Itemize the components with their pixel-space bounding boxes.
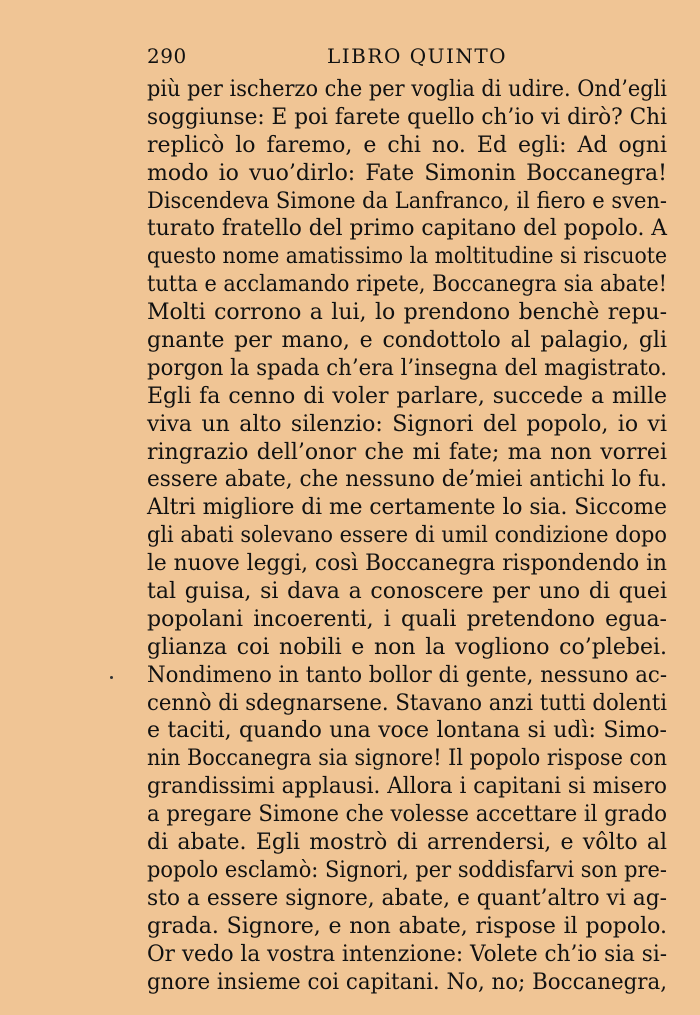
text-line: Discendeva Simone da Lanfranco, il fiero e sven- (147, 188, 668, 214)
text-line: nin Boccanegra sia signore! Il popolo rispose con (147, 746, 667, 772)
page-number: 290 (147, 44, 187, 68)
text-line: Egli fa cenno di voler parlare, succede a mille (147, 383, 667, 409)
text-line: Molti corrono a lui, lo prendono benchè repu- (147, 300, 667, 326)
text-line: a pregare Simone che volesse accettare il grado (147, 802, 667, 828)
text-line: Or vedo la vostra intenzione: Volete ch’io sia si- (147, 941, 668, 967)
text-line: questo nome amatissimo la moltitudine si riscuote (147, 244, 668, 270)
print-speck (110, 676, 113, 679)
text-line: essere abate, che nessuno de’miei antichi lo fu. (147, 467, 667, 493)
text-line: ringrazio dell’onor che mi fate; ma non vorrei (147, 439, 667, 465)
text-line: popolani incoerenti, i quali pretendono egua- (147, 606, 667, 632)
text-line: soggiunse: E poi farete quello ch’io vi dirò? Chi (147, 104, 667, 130)
text-line: gnante per mano, e condottolo al palagio, gli (147, 328, 667, 354)
text-line: Nondimeno in tanto bollor di gente, nessuno ac- (147, 662, 667, 688)
text-line: turato fratello del primo capitano del popolo. A (147, 216, 668, 242)
text-line: le nuove leggi, così Boccanegra rispondendo in (147, 551, 667, 577)
text-line: grandissimi applausi. Allora i capitani si misero (147, 774, 667, 800)
text-line: e taciti, quando una voce lontana si udì: Simo- (147, 718, 667, 744)
text-line: Altri migliore di me certamente lo sia. Siccome (147, 495, 667, 521)
text-line: gli abati solevano essere di umil condizione dopo (147, 523, 667, 549)
text-line: tal guisa, si dava a conoscere per uno di quei (147, 579, 667, 605)
text-line: porgon la spada ch’era l’insegna del magistrato. (147, 355, 668, 381)
text-line: sto a essere signore, abate, e quant’altro vi ag- (147, 885, 668, 911)
page-header (147, 44, 667, 74)
text-line: cennò di sdegnarsene. Stavano anzi tutti dolenti (147, 690, 668, 716)
text-line: replicò lo faremo, e chi no. Ed egli: Ad ogni (147, 132, 667, 158)
body-text (147, 76, 667, 996)
text-line: di abate. Egli mostrò di arrendersi, e vôlto al (147, 830, 667, 856)
text-line: viva un alto silenzio: Signori del popolo, io vi (147, 411, 667, 437)
text-line: grada. Signore, e non abate, rispose il popolo. (147, 913, 667, 939)
text-line: glianza coi nobili e non la vogliono co’plebei. (147, 634, 667, 660)
text-line: più per ischerzo che per voglia di udire. Ond’egli (147, 77, 667, 102)
text-line: popolo esclamò: Signori, per soddisfarvi son pre- (147, 857, 667, 883)
text-line: gnore insieme coi capitani. No, no; Boccanegra, (147, 969, 667, 995)
text-line: tutta e acclamando ripete, Boccanegra sia abate! (147, 272, 668, 298)
running-title: LIBRO QUINTO (327, 44, 508, 68)
text-line: modo io vuo’dirlo: Fate Simonin Boccanegra! (147, 160, 667, 186)
